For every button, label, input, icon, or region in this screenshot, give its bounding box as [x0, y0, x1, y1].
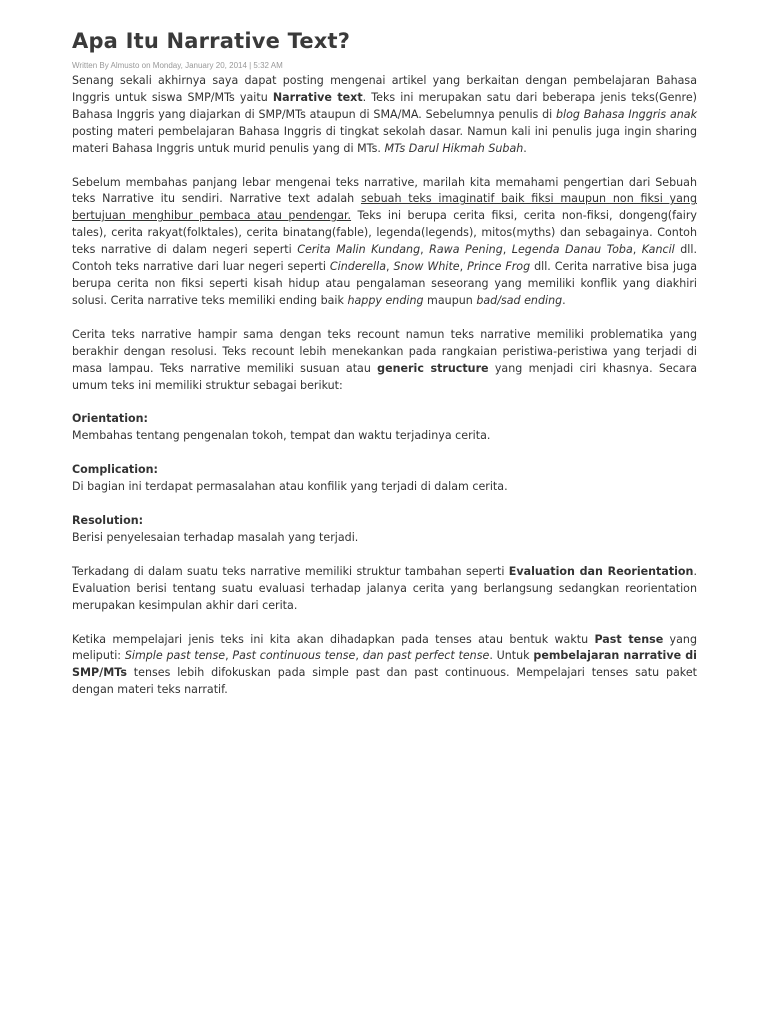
text-run: . [523, 141, 527, 155]
ending-type: happy ending [347, 293, 424, 307]
tense-name: Past continuous tense [232, 649, 356, 663]
paragraph-structure [72, 327, 697, 395]
text-run: posting materi pembelajaran Bahasa Inggris di tingkat sekolah dasar. Namun kali ini penulis juga ingin sharing materi Bahasa Inggris untuk murid penulis yang di MTs. [72, 124, 697, 155]
resolution-heading: Resolution: [72, 514, 144, 528]
text-run: , [459, 260, 468, 274]
school-name: MTs Darul Hikmah Subah [384, 141, 524, 155]
blog-name: blog Bahasa Inggris anak [556, 107, 697, 121]
text-run: . Evaluation berisi tentang suatu evaluasi terhadap jalanya cerita yang berlangsung sedangkan reorientation merupakan kesimpulan akhir dari cerita. [72, 564, 697, 612]
text-run: , [502, 243, 512, 257]
text-run: tenses lebih difokuskan pada simple past dan past continuous. Mempelajari tenses satu paket dengan materi teks narratif. [72, 666, 697, 697]
resolution-description: Berisi penyelesaian terhadap masalah yang terjadi. [72, 530, 359, 544]
example-title: Cinderella [329, 260, 386, 274]
definition-underlined: sebuah teks imaginatif baik fiksi maupun non fiksi yang bertujuan menghibur pembaca atau pendengar. [72, 192, 697, 223]
paragraph-definition [72, 175, 697, 310]
example-title: Kancil [641, 243, 675, 257]
text-run: Terkadang di dalam suatu teks narrative memiliki struktur tambahan seperti [72, 564, 509, 578]
text-run: Teks ini berupa cerita fiksi, cerita non-fiksi, dongeng(fairy tales), cerita rakyat(folktales), cerita binatang(fable), legenda(legends), mitos(myths) dan sebagainya. Contoh teks narrative di dalam negeri seperti [72, 209, 697, 257]
article-meta: Written By Almusto on Monday, January 20, 2014 | 5:32 AM [72, 61, 283, 70]
example-title: Cerita Malin Kundang [297, 243, 421, 257]
text-run: . [562, 293, 566, 307]
text-run: Cerita teks narrative hampir sama dengan teks recount namun teks narrative memiliki problematika yang berakhir dengan resolusi. Teks recount lebih menekankan pada rangkaian peristiwa-peristiwa yang terjadi di masa lampau. Teks narrative memiliki susuan atau [72, 327, 697, 375]
ending-type: bad/sad ending [476, 293, 563, 307]
narrative-text-term: Narrative text [272, 90, 363, 104]
example-title: Rawa Pening [429, 243, 503, 257]
text-run: Senang sekali akhirnya saya dapat posting mengenai artikel yang berkaitan dengan pembelajaran Bahasa Inggris untuk siswa SMP/MTs yaitu [72, 74, 697, 104]
text-run: , [632, 243, 642, 257]
example-title: Legenda Danau Toba [511, 243, 633, 257]
text-run: , [420, 243, 430, 257]
text-run: Ketika mempelajari jenis teks ini kita akan dihadapkan pada tenses atau bentuk waktu [72, 632, 595, 646]
orientation-description: Membahas tentang pengenalan tokoh, tempat dan waktu terjadinya cerita. [72, 429, 491, 443]
learning-topic-term: pembelajaran narrative di SMP/MTs [72, 649, 697, 680]
text-run: maupun [423, 293, 477, 307]
tense-name: dan past perfect tense [362, 649, 490, 663]
article-title: Apa Itu Narrative Text? [72, 29, 351, 53]
text-run: dll. Contoh teks narrative dari luar negeri seperti [72, 243, 697, 274]
text-run: Sebelum membahas panjang lebar mengenai teks narrative, marilah kita memahami pengertian dari Sebuah teks Narrative itu sendiri. Narrative text adalah [72, 175, 697, 206]
example-title: Prince Frog [467, 260, 531, 274]
text-run: . Teks ini merupakan satu dari beberapa jenis teks(Genre) Bahasa Inggris yang diajarkan di SMP/MTs ataupun di SMA/MA. Sebelumnya penulis di [72, 90, 697, 121]
article-body [72, 73, 697, 716]
text-run: , [225, 649, 233, 663]
paragraph-additional-structure [72, 564, 697, 615]
paragraph-tenses [72, 632, 697, 700]
text-run: . Untuk [489, 649, 534, 663]
text-run: , [386, 260, 394, 274]
text-run: yang menjadi ciri khasnya. Secara umum teks ini memiliki struktur sebagai berikut: [72, 361, 697, 392]
text-run: yang meliputi: [72, 632, 697, 663]
paragraph-intro [72, 73, 697, 158]
complication-description: Di bagian ini terdapat permasalahan atau konfilik yang terjadi di dalam cerita. [72, 480, 508, 494]
evaluation-reorientation-term: Evaluation dan Reorientation [508, 564, 694, 578]
tense-name: Simple past tense [124, 649, 226, 663]
text-run: dll. Cerita narrative bisa juga berupa cerita non fiksi seperti kisah hidup atau pengalaman seseorang yang memiliki konflik yang diakhiri solusi. Cerita narrative teks memiliki ending baik [72, 260, 697, 307]
generic-structure-term: generic structure [377, 361, 489, 375]
orientation-heading: Orientation: [72, 412, 148, 426]
text-run: , [355, 649, 363, 663]
past-tense-term: Past tense [594, 632, 664, 646]
complication-heading: Complication: [72, 463, 158, 477]
example-title: Snow White [393, 260, 460, 274]
